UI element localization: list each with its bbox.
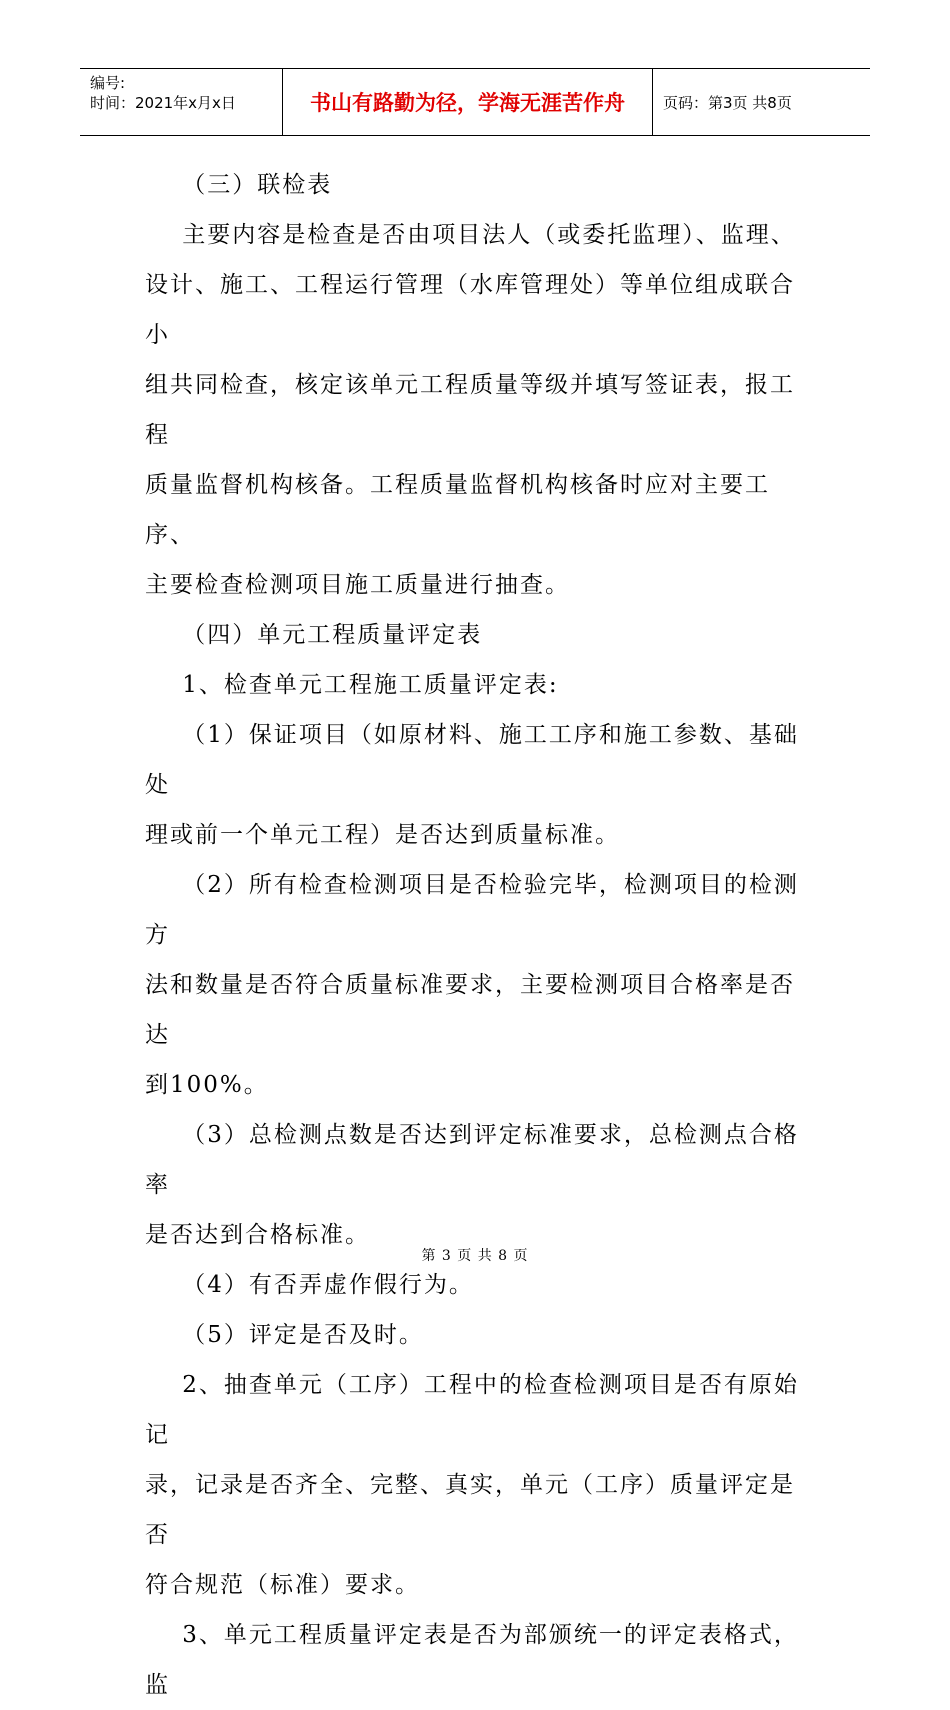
document-number-label: 编号:	[90, 74, 126, 92]
body-line: 主要内容是检查是否由项目法人（或委托监理）、监理、	[145, 222, 796, 248]
header-motto: 书山有路勤为径，学海无涯苦作舟	[283, 69, 653, 135]
body-line: （三）联检表	[145, 172, 333, 198]
body-line: （四）单元工程质量评定表	[145, 622, 483, 648]
document-time: 时间：2021年x月x日	[90, 94, 236, 112]
body-line: 设计、施工、工程运行管理（水库管理处）等单位组成联合小	[145, 272, 795, 348]
body-line: 质量监督机构核备。工程质量监督机构核备时应对主要工序、	[145, 472, 770, 548]
body-line: 到100%。	[145, 1072, 269, 1098]
body-line: （5）评定是否及时。	[145, 1322, 424, 1348]
header-meta	[80, 69, 283, 135]
body-line: 主要检查检测项目施工质量进行抽查。	[145, 572, 570, 598]
body-line: （1）保证项目（如原材料、施工工序和施工参数、基础处	[145, 722, 799, 798]
document-body	[145, 160, 805, 1710]
body-line: （2）所有检查检测项目是否检验完毕，检测项目的检测方	[145, 872, 799, 948]
body-line: 1、检查单元工程施工质量评定表:	[145, 672, 559, 698]
body-line: 是否达到合格标准。	[145, 1222, 370, 1248]
body-line: 法和数量是否符合质量标准要求，主要检测项目合格率是否达	[145, 972, 795, 1048]
body-line: （4）有否弄虚作假行为。	[145, 1272, 474, 1298]
body-line: 符合规范（标准）要求。	[145, 1572, 420, 1598]
body-line: 组共同检查，核定该单元工程质量等级并填写签证表，报工程	[145, 372, 795, 448]
page-header	[80, 68, 870, 136]
page-footer: 第 3 页 共 8 页	[421, 1248, 529, 1264]
body-line: 3、单元工程质量评定表是否为部颁统一的评定表格式，监	[145, 1622, 799, 1698]
body-line: 理或前一个单元工程）是否达到质量标准。	[145, 822, 620, 848]
body-line: 录，记录是否齐全、完整、真实，单元（工序）质量评定是否	[145, 1472, 795, 1548]
body-line: 2、抽查单元（工序）工程中的检查检测项目是否有原始记	[145, 1372, 799, 1448]
header-page-info: 页码：第3页 共8页	[663, 93, 792, 112]
body-line: （3）总检测点数是否达到评定标准要求，总检测点合格率	[145, 1122, 799, 1198]
